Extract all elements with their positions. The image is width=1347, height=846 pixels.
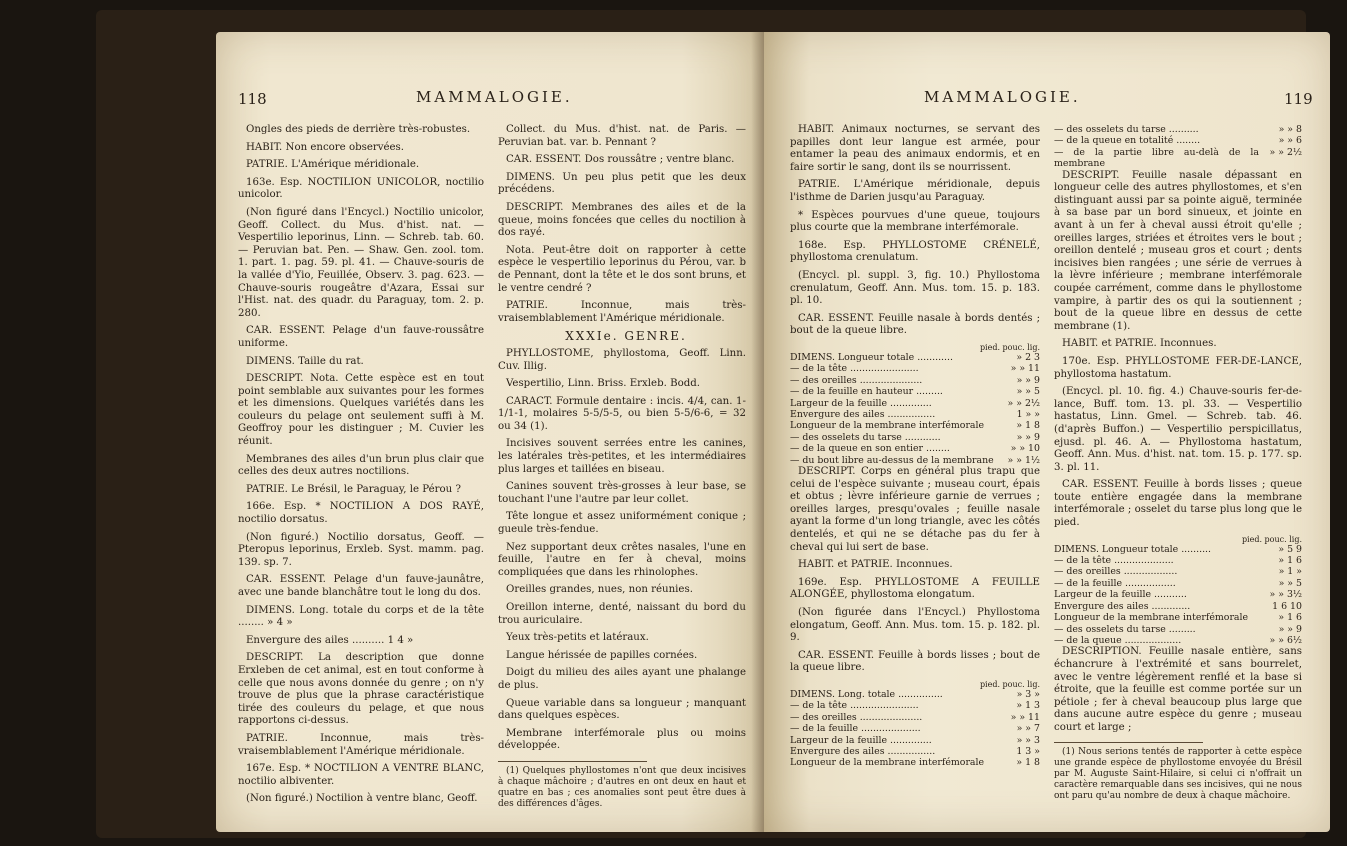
dimension-value: » » 11 <box>1010 711 1040 723</box>
dimension-value: » » 10 <box>1010 443 1040 455</box>
dimension-label: — de la tête ....................... <box>790 363 919 375</box>
paragraph: (Encycl. pl. suppl. 3, fig. 10.) Phyllostoma crenulatum, Geoff. Ann. Mus. tom. 15. p. 183. pl. 10. <box>790 269 1040 307</box>
paragraph: CARACT. Formule dentaire : incis. 4/4, can. 1-1/1-1, molaires 5-5/5-5, ou bien 5-5/6-6, = 32 ou 34 (1). <box>498 395 746 432</box>
dimension-value: » » 1½ <box>1007 454 1040 466</box>
dimension-row <box>790 746 1040 757</box>
paragraph: HABIT. Animaux nocturnes, se servant des papilles dont leur langue est armée, pour entamer la peau des animaux endormis, et en faire sortir le sang, dont ils se nourrissent. <box>790 124 1040 173</box>
paragraph: 169e. Esp. PHYLLOSTOME A FEUILLE ALONGÉE, phyllostoma elongatum. <box>790 576 1040 601</box>
footnote-rule <box>498 761 647 762</box>
paragraph: PATRIE. Inconnue, mais très-vraisemblablement l'Amérique méridionale. <box>238 732 484 757</box>
paragraph: Envergure des ailes .......... 1 4 » <box>246 634 414 646</box>
dimension-value: » 2 3 <box>1016 351 1040 363</box>
paragraph: Nez supportant deux crêtes nasales, l'une en feuille, l'autre en fer à cheval, moins compliquées que dans les rhinolophes. <box>498 541 746 578</box>
dimension-label: — de la queue en totalité ........ <box>1054 135 1201 147</box>
paragraph: CAR. ESSENT. Pelage d'un fauve-roussâtre uniforme. <box>238 325 484 349</box>
dimension-value: » » 5 <box>1278 577 1302 589</box>
footnote: (1) Quelques phyllostomes n'ont que deux incisives à chaque mâchoire ; d'autres en ont deux en haut et quatre en bas ; ces anomalies sont peut être dues à des différences d'âges. <box>498 765 746 809</box>
footnote-rule <box>1054 742 1203 743</box>
dimension-value: » » 2½ <box>1269 146 1302 158</box>
dimension-units-header: pied. pouc. lig. <box>979 679 1040 689</box>
dimension-value: » 1 8 <box>1016 757 1040 769</box>
dimension-label: Longueur de la membrane interfémorale <box>790 420 985 432</box>
dimension-value: » » 6 <box>1278 135 1302 147</box>
paragraph: (Non figuré.) Noctilion à ventre blanc, Geoff. <box>246 793 478 805</box>
dimension-label: — de la tête ....................... <box>790 700 919 712</box>
dimension-units-header: pied. pouc. lig. <box>1241 534 1302 544</box>
paragraph: Ongles des pieds de derrière très-robustes. <box>246 124 471 135</box>
paragraph: Collect. du Mus. d'hist. nat. de Paris. — Peruvian bat. var. b. Pennant ? <box>498 124 746 148</box>
dimension-row <box>790 398 1040 409</box>
dimension-label: Envergure des ailes ................ <box>790 745 936 757</box>
paragraph: PATRIE. L'Amérique méridionale. <box>246 159 420 171</box>
dimension-row <box>790 363 1040 374</box>
dimension-value: » » 6½ <box>1269 634 1302 646</box>
dimension-label: — des oreilles ..................... <box>790 374 923 386</box>
dimension-row <box>790 375 1040 386</box>
dimension-row <box>790 455 1040 466</box>
dimension-row <box>790 352 1040 363</box>
dimension-row <box>790 689 1040 700</box>
paragraph: * Espèces pourvues d'une queue, toujours plus courte que la membrane interfémorale. <box>790 209 1040 234</box>
dimension-units-header: pied. pouc. lig. <box>979 342 1040 352</box>
paragraph: CAR. ESSENT. Dos roussâtre ; ventre blanc. <box>506 154 735 166</box>
dimension-label: — des oreilles .................. <box>1054 566 1178 578</box>
dimension-label: Largeur de la feuille .............. <box>790 734 932 746</box>
paragraph: (Non figuré dans l'Encycl.) Noctilio unicolor, Geoff. Collect. du Mus. d'hist. nat. — Vespertilio leporinus, Linn. — Schreb. tab. 60. — Peruvian bat. Pen. — Shaw. Gen. zool. tom. 1. part. 1. pag. 59. pl. 41. — Chauve-souris de la vallée d'Yio, Feuillée, Observ. 3. pag. 623. — Chauve-souris rougeâtre d'Azara, Essai sur l'Hist. nat. des quadr. du Paraguay, tom. 2. p. 280. <box>238 206 484 319</box>
paragraph: PHYLLOSTOME, phyllostoma, Geoff. Linn. Cuv. Illig. <box>498 347 746 372</box>
left-column-2 <box>498 124 746 815</box>
dimension-value: » 1 3 <box>1016 700 1040 712</box>
book-spread <box>96 10 1313 838</box>
dimension-row <box>1054 601 1302 612</box>
dimension-value: » » 7 <box>1016 723 1040 735</box>
dimension-row <box>790 443 1040 454</box>
right-page-number: 119 <box>1284 90 1313 108</box>
dimension-value: » 1 » <box>1278 566 1302 578</box>
dimension-value: » » 5 <box>1016 386 1040 398</box>
paragraph: PATRIE. L'Amérique méridionale, depuis l'isthme de Darien jusqu'au Paraguay. <box>790 179 1040 203</box>
paragraph: DESCRIPT. Membranes des ailes et de la queue, moins foncées que celles du noctilion à dos rayé. <box>498 201 746 239</box>
dimension-row <box>1054 612 1302 623</box>
dimension-value: » 1 6 <box>1278 612 1302 624</box>
dimension-label: DIMENS. Long. totale ............... <box>790 688 943 700</box>
dimension-value: 1 » » <box>1016 408 1040 420</box>
dimension-row <box>790 432 1040 443</box>
paragraph: DESCRIPT. La description que donne Erxleben de cet animal, est en tout conforme à celle que nous avons donnée du genre ; on n'y trouve de plus que la phrase caractéristique tirée des couleurs du pelage, et que nous rapportons ci-dessus. <box>238 652 484 727</box>
paragraph: Queue variable dans sa longueur ; manquant dans quelques espèces. <box>498 697 746 722</box>
paragraph: DESCRIPT. Feuille nasale dépassant en longueur celle des autres phyllostomes, et s'en distinguant aussi par sa pointe aiguë, terminée à sa base par un bord sinueux, et jointe en avant à un fer à cheval aussi étroit qu'elle ; oreilles larges, striées et étroites vers le bout ; oreillon dentelé ; museau gros et court ; dents incisives bien rangées ; une série de verrues à la lèvre inférieure ; membrane interfémorale coupée carrément, comme dans le phyllostome vampire, à partir des os qui la soutiennent ; bout de la queue libre en dessus de cette membrane (1). <box>1054 169 1302 332</box>
dimension-value: » » 11 <box>1010 363 1040 375</box>
dimension-row <box>1054 544 1302 555</box>
paragraph: CAR. ESSENT. Feuille nasale à bords dentés ; bout de la queue libre. <box>790 312 1040 337</box>
paragraph: PATRIE. Le Brésil, le Paraguay, le Pérou ? <box>246 483 461 495</box>
paragraph: Yeux très-petits et latéraux. <box>506 632 649 644</box>
paragraph: PATRIE. Inconnue, mais très-vraisemblablement l'Amérique méridionale. <box>498 300 746 324</box>
paragraph: (Non figuré.) Noctilio dorsatus, Geoff. — Pteropus leporinus, Erxleb. Syst. mamm. pag. 139. sp. 7. <box>238 531 484 568</box>
paragraph: CAR. ESSENT. Feuille à bords lisses ; bout de la queue libre. <box>790 649 1040 674</box>
paragraph: 166e. Esp. * NOCTILION A DOS RAYÉ, noctilio dorsatus. <box>238 501 484 526</box>
dimension-row <box>1054 624 1302 635</box>
dimension-value: » » 8 <box>1278 124 1302 135</box>
dimension-label: Envergure des ailes ............. <box>1054 600 1191 612</box>
dimension-row <box>1054 566 1302 577</box>
dimension-value: » » 9 <box>1016 431 1040 443</box>
right-page <box>764 32 1330 832</box>
paragraph: Membranes des ailes d'un brun plus clair que celles des deux autres noctilions. <box>238 453 484 478</box>
footnote: (1) Nous serions tentés de rapporter à cette espèce une grande espèce de phyllostome envoyée du Brésil par M. Auguste Saint-Hilaire, si celui ci n'offrait un caractère remarquable dans ses incisives, qui ne nous ont paru qu'au nombre de deux à chaque mâchoire. <box>1054 747 1302 802</box>
paragraph: Incisives souvent serrées entre les canines, les latérales très-petites, et les intermédiaires plus larges et taillées en biseau. <box>498 438 746 475</box>
dimension-row <box>1054 578 1302 589</box>
dimension-row <box>1054 635 1302 646</box>
left-column-1 <box>238 124 484 811</box>
dimension-row <box>1054 147 1302 170</box>
dimension-row <box>790 386 1040 397</box>
paragraph: 163e. Esp. NOCTILION UNICOLOR, noctilio unicolor. <box>238 176 484 201</box>
dimension-label: — du bout libre au-dessus de la membrane <box>790 454 994 466</box>
dimension-label: — de la queue ................... <box>1054 634 1182 646</box>
dimension-value: » » 9 <box>1278 623 1302 635</box>
dimension-value: » » 9 <box>1016 374 1040 386</box>
dimension-label: Largeur de la feuille ........... <box>1054 589 1187 601</box>
paragraph: 170e. Esp. PHYLLOSTOME FER-DE-LANCE, phyllostoma hastatum. <box>1054 355 1302 380</box>
paragraph: Langue hérissée de papilles cornées. <box>506 649 698 661</box>
dimension-value: » 5 9 <box>1278 543 1302 555</box>
paragraph: Oreilles grandes, nues, non réunies. <box>506 584 693 596</box>
paragraph: DIMENS. Taille du rat. <box>246 355 364 367</box>
dimension-label: — de la tête .................... <box>1054 555 1174 567</box>
dimension-row <box>1054 555 1302 566</box>
dimension-label: — des osselets du tarse .......... <box>1054 124 1199 135</box>
dimension-label: Longueur de la membrane interfémorale <box>790 757 985 769</box>
paragraph: Nota. Peut-être doit on rapporter à cette espèce le vespertilio leporinus du Pérou, var. b de Pennant, dont la tête et le dos sont bruns, et le ventre cendré ? <box>498 244 746 294</box>
dimension-label: Longueur de la membrane interfémorale <box>1054 612 1249 624</box>
dimension-label: — de la feuille ................. <box>1054 577 1176 589</box>
paragraph: HABIT. Non encore observées. <box>246 141 404 153</box>
genus-heading: XXXIe. GENRE. <box>565 329 687 344</box>
paragraph: 168e. Esp. PHYLLOSTOME CRÉNELÉ, phyllostoma crenulatum. <box>790 239 1040 264</box>
paragraph: DESCRIPTION. Feuille nasale entière, sans échancrure à l'extrémité et sans bourrelet, avec le ventre légèrement renflé et la base si étroite, que la feuille est comme portée sur un pétiole ; fer à cheval beaucoup plus large que dans aucune autre espèce du genre ; museau court et large ; <box>1054 646 1302 733</box>
dimension-row <box>790 409 1040 420</box>
dimension-label: DIMENS. Longueur totale ............ <box>790 351 953 363</box>
dimension-value: 1 6 10 <box>1272 600 1302 612</box>
paragraph: Canines souvent très-grosses à leur base, se touchant l'une l'autre par leur collet. <box>498 481 746 505</box>
paragraph: DIMENS. Un peu plus petit que les deux précédens. <box>498 171 746 196</box>
dimension-label: — de la partie libre au-delà de la membrane <box>1054 146 1260 170</box>
paragraph: HABIT. et PATRIE. Inconnues. <box>798 559 953 571</box>
paragraph: Doigt du milieu des ailes ayant une phalange de plus. <box>498 667 746 691</box>
dimension-value: » » 3½ <box>1269 589 1302 601</box>
dimension-row <box>790 420 1040 431</box>
paragraph: (Non figurée dans l'Encycl.) Phyllostoma elongatum, Geoff. Ann. Mus. tom. 15. p. 182. pl. 9. <box>790 606 1040 644</box>
dimension-value: » 3 » <box>1016 688 1040 700</box>
dimension-label: — de la queue en son entier ........ <box>790 443 950 455</box>
dimension-label: Envergure des ailes ................ <box>790 408 936 420</box>
dimension-row <box>790 757 1040 768</box>
right-column-1 <box>790 124 1040 769</box>
dimension-value: » 1 8 <box>1016 420 1040 432</box>
dimension-row <box>1054 124 1302 135</box>
paragraph: (Encycl. pl. 10. fig. 4.) Chauve-souris fer-de-lance, Buff. tom. 13. pl. 33. — Vespertilio hastatus, Linn. Gmel. — Schreb. tab. 46. (d'après Buffon.) — Vespertilio perspicillatus, ejusd. pl. 46. A. — Phyllostoma hastatum, Geoff. Ann. Mus. d'hist. nat. tom. 15. p. 177. sp. 3. pl. 11. <box>1054 386 1302 473</box>
dimension-value: 1 3 » <box>1016 745 1040 757</box>
dimension-row <box>790 700 1040 711</box>
dimension-label: — des osselets du tarse ............ <box>790 431 941 443</box>
paragraph: DIMENS. Long. totale du corps et de la tête ........ » 4 » <box>238 604 484 629</box>
dimension-label: — de la feuille en hauteur ......... <box>790 386 943 398</box>
dimension-row <box>790 735 1040 746</box>
paragraph: DESCRIPT. Nota. Cette espèce est en tout point semblable aux suivantes pour les formes et les dimensions. Quelques variétés dans les couleurs du pelage ont seulement suffi à M. Geoffroy pour les distinguer ; M. Cuvier les réunit. <box>238 373 484 448</box>
left-page-number: 118 <box>238 90 267 108</box>
paragraph: DESCRIPT. Corps en général plus trapu que celui de l'espèce suivante ; museau court, épais et obtus ; lèvre inférieure garnie de verrues ; oreilles larges, presqu'ovales ; feuille nasale ayant la forme d'un long triangle, avec les côtés dentelés, et qui ne se détache pas du fer à cheval qui lui sert de base. <box>790 465 1040 553</box>
paragraph: Vespertilio, Linn. Briss. Erxleb. Bodd. <box>506 378 700 390</box>
dimension-label: — des oreilles ..................... <box>790 711 923 723</box>
paragraph: Oreillon interne, denté, naissant du bord du trou auriculaire. <box>498 602 746 626</box>
dimension-value: » » 2½ <box>1007 397 1040 409</box>
dimension-label: DIMENS. Longueur totale .......... <box>1054 543 1212 555</box>
paragraph: CAR. ESSENT. Pelage d'un fauve-jaunâtre, avec une bande blanchâtre tout le long du dos. <box>238 574 484 598</box>
left-page <box>216 32 764 832</box>
paragraph: Membrane interfémorale plus ou moins développée. <box>498 727 746 752</box>
dimension-row <box>790 712 1040 723</box>
dimension-value: » 1 6 <box>1278 555 1302 567</box>
paragraph: Tête longue et assez uniformément conique ; gueule très-fendue. <box>498 511 746 536</box>
left-running-header: MAMMALOGIE. <box>416 88 573 106</box>
dimension-value: » » 3 <box>1016 734 1040 746</box>
paragraph: CAR. ESSENT. Feuille à bords lisses ; queue toute entière engagée dans la membrane interfémorale ; osselet du tarse plus long que le pied. <box>1054 479 1302 529</box>
dimension-row <box>1054 589 1302 600</box>
dimension-label: — des osselets du tarse ......... <box>1054 623 1196 635</box>
dimension-row <box>1054 135 1302 146</box>
dimension-row <box>790 723 1040 734</box>
right-running-header: MAMMALOGIE. <box>924 88 1081 106</box>
dimension-label: Largeur de la feuille .............. <box>790 397 932 409</box>
paragraph: 167e. Esp. * NOCTILION A VENTRE BLANC, noctilio albiventer. <box>238 763 484 787</box>
right-column-2 <box>1054 124 1302 807</box>
dimension-label: — de la feuille .................... <box>790 723 921 735</box>
paragraph: HABIT. et PATRIE. Inconnues. <box>1062 338 1217 350</box>
